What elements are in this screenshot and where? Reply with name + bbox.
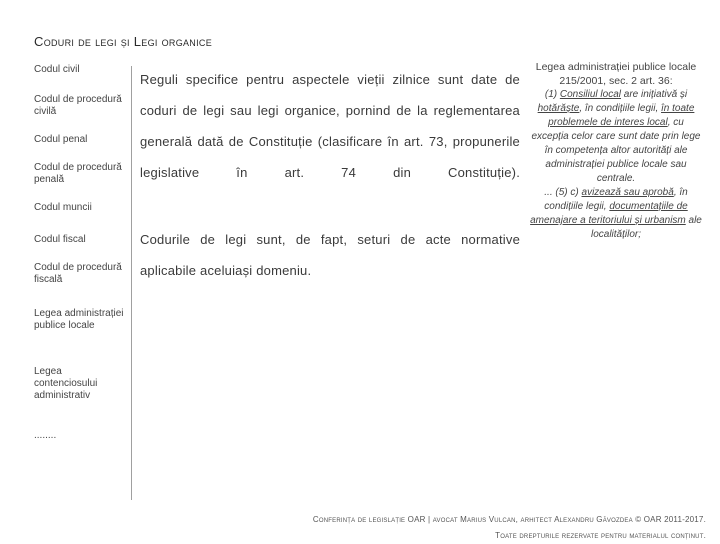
footer-credits — [266, 512, 706, 544]
quote-underline-consiliul: Consiliul local — [559, 89, 621, 100]
footer-line-2: Toate drepturile rezervate pentru materialul conținut. — [495, 531, 706, 540]
sidebar-item-procedura-penala: Codul de procedură penală — [34, 162, 122, 185]
quote-text-5: ... (5) c) — [544, 187, 582, 198]
sidebar-item-legea-contencios: Legea contenciosului administrativ — [34, 366, 98, 401]
main-paragraph-1: Reguli specifice pentru aspectele vieții zilnice sunt date de coduri de legi sau legi organice, pornind de la reglementarea generală dată de Constituție (clasificare în art. 73, propunerile legislative în art. 74 din Constituție). — [140, 72, 520, 180]
quote-text-3: , în condițiile legii, — [579, 103, 662, 114]
sidebar-item-codul-penal: Codul penal — [34, 134, 88, 145]
sidebar-item-ellipsis: ........ — [34, 430, 57, 441]
footer-line-1: Conferința de legislație OAR | avocat Marius Vulcan, arhitect Alexandru Găvozdea © OAR 2011-2017. — [312, 515, 706, 524]
law-quote-heading: Legea administrației publice locale 215/2001, sec. 2 art. 36: — [535, 61, 697, 87]
sidebar-item-legea-apl: Legea administrației publice locale — [34, 308, 124, 331]
sidebar-item-codul-muncii: Codul muncii — [34, 202, 92, 213]
law-quote-body — [530, 88, 702, 242]
sidebar-item-codul-fiscal: Codul fiscal — [34, 234, 86, 245]
quote-underline-documentatii: documentațiile de amenajare a teritoriului și urbanism — [530, 201, 688, 226]
main-paragraph-2: Codurile de legi sunt, de fapt, seturi de acte normative aplicabile aceluiași domeniu. — [140, 232, 520, 278]
quote-text-2: are inițiativă și — [621, 89, 688, 100]
sidebar-item-codul-civil: Codul civil — [34, 64, 80, 75]
quote-text-4: , cu excepția celor care sunt date prin lege în competența altor autorități ale administrației publice locale sau centrale. — [531, 117, 701, 184]
quote-text-7: ale localităților; — [590, 215, 702, 240]
slide-title: Coduri de legi și Legi organice — [34, 34, 213, 49]
quote-underline-avizeaza: avizează sau aprobă — [581, 187, 674, 198]
law-quote-box — [530, 60, 702, 242]
quote-underline-interes-local: în toate problemele de interes local — [548, 103, 695, 128]
quote-text-1: (1) — [544, 89, 560, 100]
sidebar-item-procedura-fiscala: Codul de procedură fiscală — [34, 262, 122, 285]
quote-text-6: , în condițiile legii, — [544, 187, 688, 212]
vertical-divider — [131, 66, 132, 500]
quote-underline-hotaraste: hotărăște — [537, 103, 580, 114]
sidebar-item-procedura-civila: Codul de procedură civilă — [34, 94, 122, 117]
